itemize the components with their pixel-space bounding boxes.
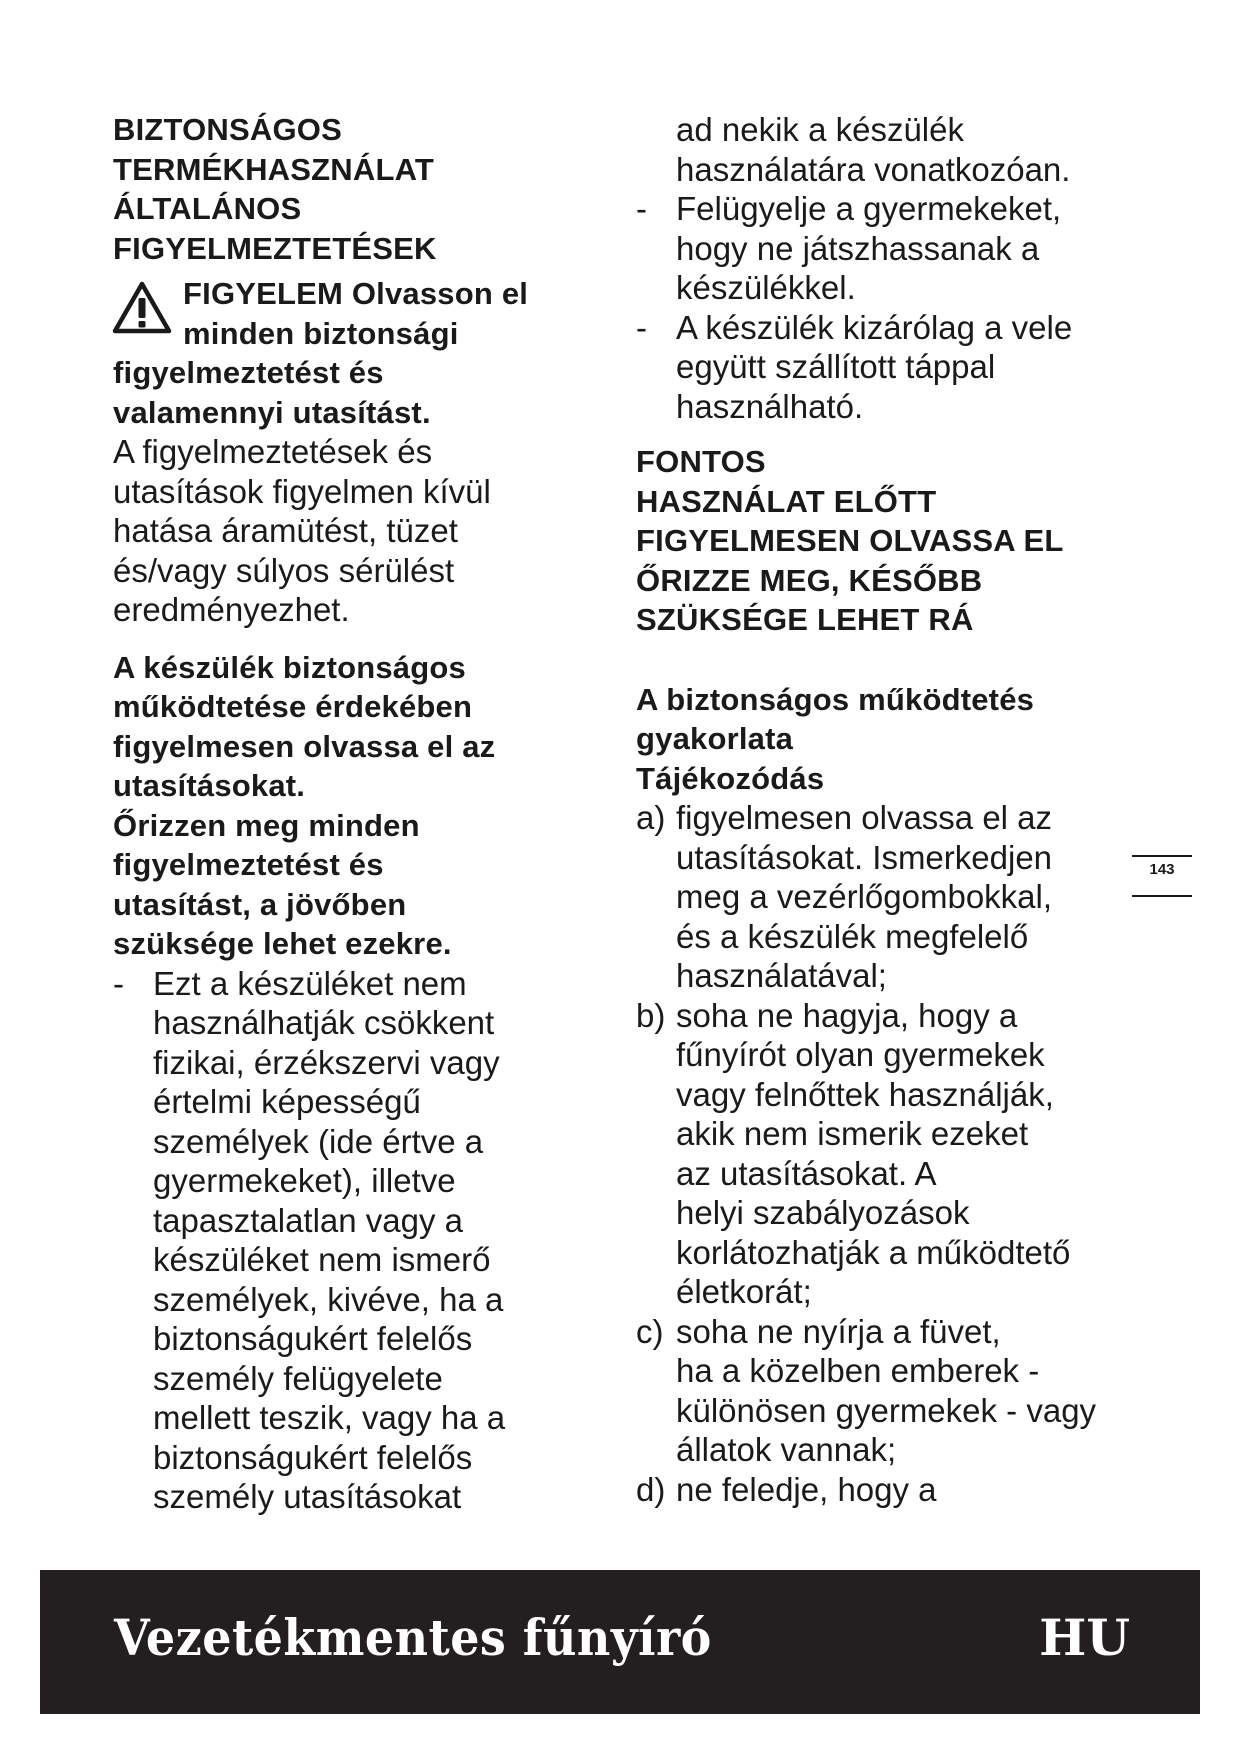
important-heading: FONTOS HASZNÁLAT ELŐTT FIGYELMESEN OLVASSA EL ŐRIZZE MEG, KÉSŐBB SZÜKSÉGE LEHET RÁ <box>636 444 1064 637</box>
dash-marker: - <box>636 308 647 346</box>
footer-bar <box>40 1570 1200 1714</box>
list-item: a) figyelmesen olvassa el az utasításokat. Ismerkedjen meg a vezérlőgombokkal, és a készülék megfelelő használatával; <box>636 799 1053 994</box>
list-item: - Felügyelje a gyermekeket, hogy ne játszhassanak a készülékkel. <box>636 190 1062 306</box>
list-item: b) soha ne hagyja, hogy a fűnyírót olyan gyermekek vagy felnőttek használják, akik nem ismerik ezeket az utasításokat. A helyi szabályozások korlátozhatják a működtető életkorát; <box>636 996 1071 1310</box>
footer-title: Vezetékmentes fűnyíró <box>114 1608 712 1667</box>
language-code: HU <box>1039 1608 1130 1667</box>
item-marker: d) <box>636 1470 666 1508</box>
page-number-rule-top <box>1132 855 1192 857</box>
warning-block: FIGYELEM Olvasson el minden biztonsági figyelmeztetést és valamennyi utasítást. <box>113 274 583 432</box>
section-heading: BIZTONSÁGOS TERMÉKHASZNÁLAT ÁLTALÁNOS FIGYELMEZTETÉSEK <box>113 112 437 266</box>
item-marker: a) <box>636 799 666 836</box>
dash-marker: - <box>636 190 647 227</box>
page-number-rule-bottom <box>1132 895 1192 897</box>
item-marker: b) <box>636 996 666 1034</box>
continuation-text: ad nekik a készülék használatára vonatkozóan. <box>676 111 1071 188</box>
item-marker: c) <box>636 1312 664 1350</box>
list-item: d) ne feledje, hogy a <box>636 1470 937 1508</box>
bold-instruction-paragraph: A készülék biztonságos működtetése érdekében figyelmesen olvassa el az utasításokat. Őrizzen meg minden figyelmeztetést és utasítást, a jövőben szüksége lehet ezekre. <box>113 649 496 961</box>
left-column <box>113 110 583 1517</box>
warning-triangle-icon <box>111 280 173 336</box>
list-item: c) soha ne nyírja a füvet, ha a közelben emberek - különösen gyermekek - vagy állatok vannak; <box>636 1312 1097 1468</box>
dash-marker: - <box>113 964 124 1002</box>
right-column <box>636 110 1136 1509</box>
warning-body: A figyelmeztetések és utasítások figyelmen kívül hatása áramütést, tüzet és/vagy súlyos sérülést eredményezhet. <box>113 433 491 628</box>
practice-heading: A biztonságos működtetés gyakorlata Tájékozódás <box>636 681 1035 796</box>
page-number: 143 <box>1149 861 1175 878</box>
warning-title: FIGYELEM Olvasson el <box>183 276 529 311</box>
list-item: - Ezt a készüléket nem használhatják csökkent fizikai, érzékszervi vagy értelmi képességű személyek (ide értve a gyermekeket), illetve tapasztalatlan vagy a készüléket nem ismerő személyek, kivéve, ha a biztonságukért felelős személy felügyelete mellett teszik, vagy ha a biztonságukért felelős személy utasításokat <box>113 964 506 1515</box>
list-item: - A készülék kizárólag a vele együtt szállított táppal használható. <box>636 308 1073 425</box>
